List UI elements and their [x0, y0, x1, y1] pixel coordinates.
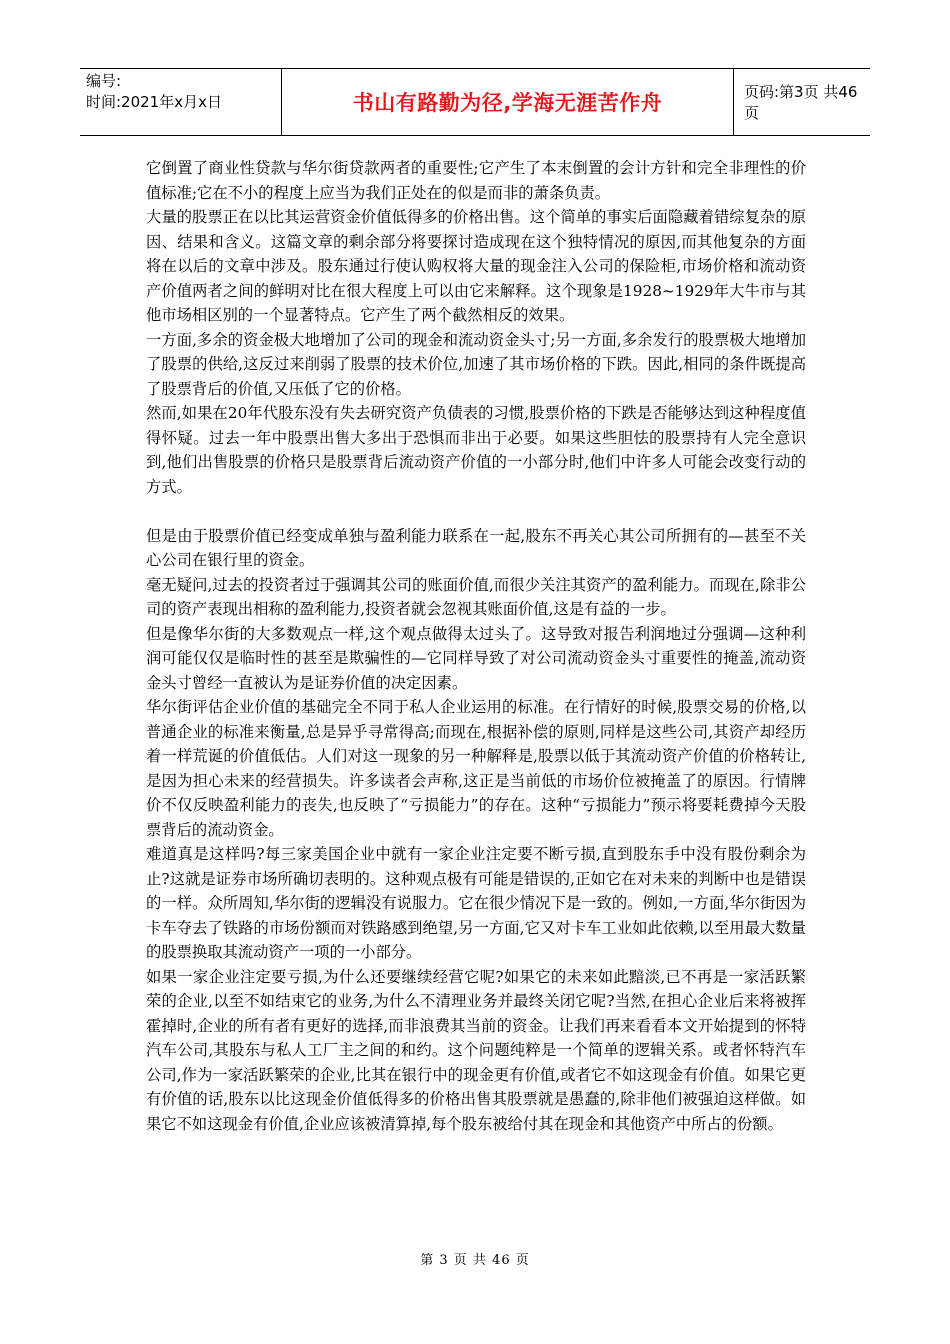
page-footer — [0, 1249, 950, 1268]
paragraph: 如果一家企业注定要亏损,为什么还要继续经营它呢?如果它的未来如此黯淡,已不再是一家活跃繁荣的企业,以至不如结束它的业务,为什么不清理业务并最终关闭它呢?当然,在担心企业后来将被挥霍掉时,企业的所有者有更好的选择,而非浪费其当前的资金。让我们再来看看本文开始提到的怀特汽车公司,其股东与私人工厂主之间的和约。这个问题纯粹是一个简单的逻辑关系。或者怀特汽车公司,作为一家活跃繁荣的企业,比其在银行中的现金更有价值,或者它不如这现金有价值。如果它更有价值的话,股东以比这现金价值低得多的价格出售其股票就是愚蠢的,除非他们被强迫这样做。如果它不如这现金有价值,企业应该被清算掉,每个股东被给付其在现金和其他资产中所占的份额。 — [146, 967, 806, 1133]
paragraph: 然而,如果在20年代股东没有失去研究资产负债表的习惯,股票价格的下跌是否能够达到这种程度值得怀疑。过去一年中股票出售大多出于恐惧而非出于必要。如果这些胆怯的股票持有人完全意识到,他们出售股票的价格只是股票背后流动资产价值的一小部分时,他们中许多人可能会改变行动的方式。 — [146, 404, 806, 496]
paragraph: 它倒置了商业性贷款与华尔街贷款两者的重要性;它产生了本末倒置的会计方针和完全非理性的价值标准;它在不小的程度上应当为我们正处在的似是而非的萧条负责。 — [146, 159, 806, 202]
header-motto-cell — [282, 69, 734, 135]
paragraph: 但是由于股票价值已经变成单独与盈利能力联系在一起,股东不再关心其公司所拥有的—甚至不关心公司在银行里的资金。 — [146, 526, 806, 569]
header-motto: 书山有路勤为径,学海无涯苦作舟 — [352, 91, 663, 115]
footer-page-number: 第 3 页 共 46 页 — [420, 1253, 530, 1268]
header-info-cell — [80, 69, 282, 135]
paragraph: 难道真是这样吗?每三家美国企业中就有一家企业注定要不断亏损,直到股东手中没有股份剩余为止?这就是证券市场所确切表明的。这种观点极有可能是错误的,正如它在对未来的判断中也是错误的一样。众所周知,华尔街的逻辑没有说服力。它在很少情况下是一致的。例如,一方面,华尔街因为卡车夺去了铁路的市场份额而对铁路感到绝望,另一方面,它又对卡车工业如此依赖,以至用最大数量的股票换取其流动资产一项的一小部分。 — [146, 845, 806, 961]
document-date-label: 时间:2021年x月x日 — [86, 93, 222, 111]
document-header — [80, 68, 870, 136]
paragraph: 但是像华尔街的大多数观点一样,这个观点做得太过头了。这导致对报告利润地过分强调—这种利润可能仅仅是临时性的甚至是欺骗性的—它同样导致了对公司流动资金头寸重要性的掩盖,流动资金头寸曾经一直被认为是证券价值的决定因素。 — [146, 624, 806, 692]
paragraph: 一方面,多余的资金极大地增加了公司的现金和流动资金头寸;另一方面,多余发行的股票极大地增加了股票的供给,这反过来削弱了股票的技术价位,加速了其市场价格的下跌。因此,相同的条件既提高了股票背后的价值,又压低了它的价格。 — [146, 330, 806, 398]
header-page-cell — [734, 69, 870, 135]
paragraph: 毫无疑问,过去的投资者过于强调其公司的账面价值,而很少关注其资产的盈利能力。而现在,除非公司的资产表现出相称的盈利能力,投资者就会忽视其账面价值,这是有益的一步。 — [146, 575, 806, 618]
header-page-number: 页码:第3页 共46页 — [744, 83, 858, 122]
document-number-label: 编号: — [86, 72, 122, 90]
paragraph: 华尔街评估企业价值的基础完全不同于私人企业运用的标准。在行情好的时候,股票交易的价格,以普通企业的标准来衡量,总是异乎寻常得高;而现在,根据补偿的原则,同样是这些公司,其资产却经历着一样荒诞的价值低估。人们对这一现象的另一种解释是,股票以低于其流动资产价值的价格转让,是因为担心未来的经营损失。许多读者会声称,这正是当前低的市场价位被掩盖了的原因。行情牌价不仅反映盈利能力的丧失,也反映了“亏损能力”的存在。这种“亏损能力”预示将要耗费掉今天股票背后的流动资金。 — [146, 698, 806, 839]
paragraph-spacer — [146, 499, 806, 524]
document-body — [146, 156, 806, 1136]
paragraph: 大量的股票正在以比其运营资金价值低得多的价格出售。这个简单的事实后面隐藏着错综复杂的原因、结果和含义。这篇文章的剩余部分将要探讨造成现在这个独特情况的原因,而其他复杂的方面将在以后的文章中涉及。股东通过行使认购权将大量的现金注入公司的保险柜,市场价格和流动资产价值两者之间的鲜明对比在很大程度上可以由它来解释。这个现象是1928~1929年大牛市与其他市场相区别的一个显著特点。它产生了两个截然相反的效果。 — [146, 208, 806, 324]
